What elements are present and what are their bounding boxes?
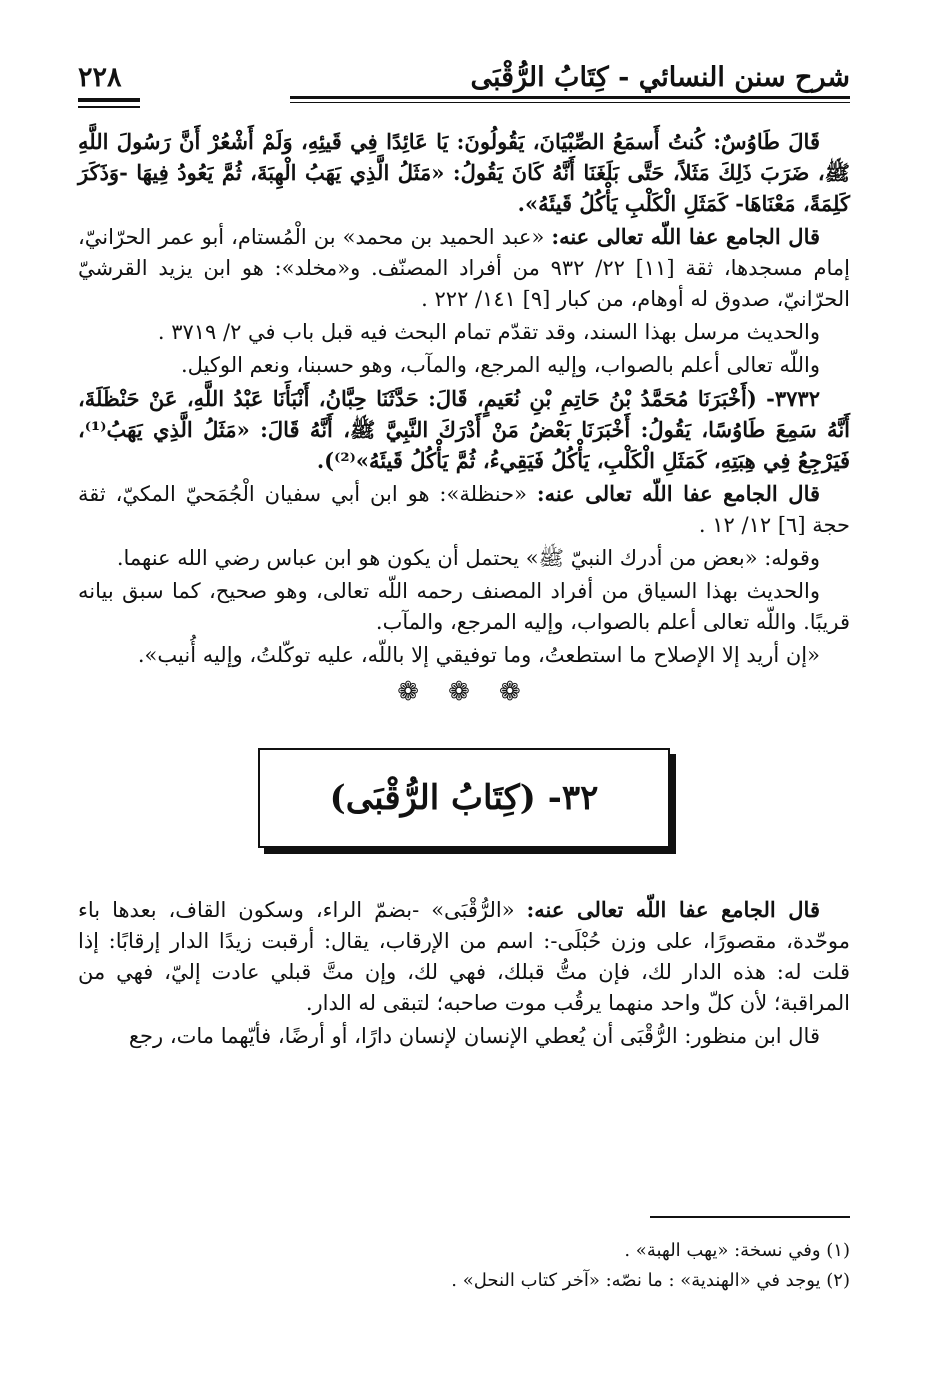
paragraph-ibn-abbas: وقوله: «بعض من أدرك النبيّ ﷺ» يحتمل أن يكون هو ابن عباس رضي الله عنهما. (116, 546, 820, 570)
paragraph-ruling: والحديث بهذا السياق من أفراد المصنف رحمه اللّه تعالى، وهو صحيح، كما سبق بيانه قريبًا. واللّه تعالى أعلم بالصواب، وإليه المرجع، والمآب. (78, 579, 850, 634)
footnote-1: (١) وفي نسخة: «يهب الهبة» . (624, 1240, 850, 1261)
commentator-lead: قال الجامع عفا اللّه تعالى عنه: (551, 224, 821, 249)
running-title: شرح سنن النسائي - كِتَابُ الرُّقْبَى (470, 62, 850, 93)
chapter-heading-wrap (78, 748, 850, 848)
header-rule-left (78, 98, 140, 102)
paragraph-quote: «إن أريد إلا الإصلاح ما استطعتُ، وما توفيقي إلا باللّه، عليه توكّلتُ، وإليه أُنيب». (137, 643, 820, 667)
commentary-narrators (78, 221, 850, 315)
paragraph-closing: واللّه تعالى أعلم بالصواب، وإليه المرجع، والمآب، وهو حسبنا، ونعم الوكيل. (180, 353, 820, 377)
chapter-title: ٣٢- (كِتَابُ الرُّقْبَى) (329, 777, 599, 818)
definition-text: «الرُّقْبَى» -بضمّ الراء، وسكون القاف، بعدها باء موحّدة، مقصورًا، على وزن حُبْلَى-: اسم من الإرقاب، يقال: أرقبت زيدًا الدار إرقابًا: إذا قلت له: هذه الدار لك، فإن متُّ قبلك، فهي لك، وإن متَّ قبلي عادت إليّ، فهي من المراقبة؛ لأن كلّ واحد منهما يرقُب موت صاحبه؛ لتبقى له الدار. (78, 898, 850, 1015)
commentator-lead: قال الجامع عفا اللّه تعالى عنه: (526, 897, 820, 922)
header-rule-left-thin (78, 106, 140, 108)
footnote-rule (650, 1216, 850, 1218)
header-rule-thin (290, 102, 850, 103)
paragraph-ibn-manzur: قال ابن منظور: الرُّقْبَى أن يُعطي الإنسان لإنسان دارًا، أو أرضًا، فأيّهما مات، رجع (128, 1024, 820, 1048)
hadith-3732: ٣٧٣٢- (أَخْبَرَنَا مُحَمَّدُ بْنُ حَاتِمِ بْنِ نُعَيمٍ، قَالَ: حَدَّثَنَا حِبَّانُ، أَنْبَأَنَا عَبْدُ اللَّهِ، عَنْ حَنْظَلَةَ، أَنَّهُ سَمِعَ طَاوُسًا، يَقُولُ: أَخْبَرَنَا بَعْضُ مَنْ أَدْرَكَ النَّبِيَّ ﷺ، أَنَّهُ قَالَ: «مَثَلُ الَّذِي يَهَبُ⁽¹⁾، فَيَرْجِعُ فِي هِبَتِهِ، كَمَثَلِ الْكَلْبِ، يَأْكُلُ فَيَقِيءُ، ثُمَّ يَأْكُلُ قَيئَهُ»⁽²⁾). (78, 386, 850, 473)
section-divider-stars: ❁ ❁ ❁ (397, 677, 531, 707)
page-header (78, 62, 850, 110)
commentary-text: «حنظلة»: هو ابن أبي سفيان الْجُمَحيّ المكيّ، ثقة حجة [٦] ١٢/ ١٢ . (78, 482, 850, 537)
footnotes (78, 1216, 850, 1296)
paragraph-mursal: والحديث مرسل بهذا السند، وقد تقدّم تمام البحث فيه قبل باب في ٢/ ٣٧١٩ . (157, 320, 820, 344)
page-number: ٢٢٨ (78, 62, 122, 93)
commentary-text: «عبد الحميد بن محمد» بن الْمُستام، أبو عمر الحرّانيّ، إمام مسجدها، ثقة [١١] ٢٢/ ٩٣٢ من أفراد المصنّف. و«مخلد»: هو ابن يزيد القرشيّ الحرّانيّ، صدوق له أوهام، من كبار [٩] ١٤١/ ٢٢٢ . (78, 225, 850, 311)
footnote-2: (٢) يوجد في «الهندية» : ما نصّه: «آخر كتاب النحل» . (451, 1270, 850, 1291)
header-rule (290, 96, 850, 99)
commentary-hanzala (78, 478, 850, 541)
definition-ruqba (78, 894, 850, 1019)
chapter-heading-box (258, 748, 670, 848)
main-text (78, 126, 850, 1054)
commentator-lead: قال الجامع عفا اللّه تعالى عنه: (536, 481, 821, 506)
chapter-body (78, 894, 850, 1052)
hadith-continuation: قَالَ طَاوُسٌ: كُنتُ أَسمَعُ الصِّبْيَانَ، يَقُولُونَ: يَا عَائِدًا فِي قَيئِهِ، وَلَمْ أَشْعُرْ أَنَّ رَسُولَ اللَّهِ ﷺ، ضَرَبَ ذَلِكَ مَثَلاً، حَتَّى بَلَغَنَا أَنَّهُ كَانَ يَقُولُ: «مَثَلُ الَّذِي يَهَبُ الْهِبَةَ، ثُمَّ يَعُودُ فِيهَا -وَذَكَرَ كَلِمَةً، مَعْنَاهَا- كَمَثَلِ الْكَلْبِ يَأْكُلُ قَيئَهُ». (78, 129, 850, 216)
